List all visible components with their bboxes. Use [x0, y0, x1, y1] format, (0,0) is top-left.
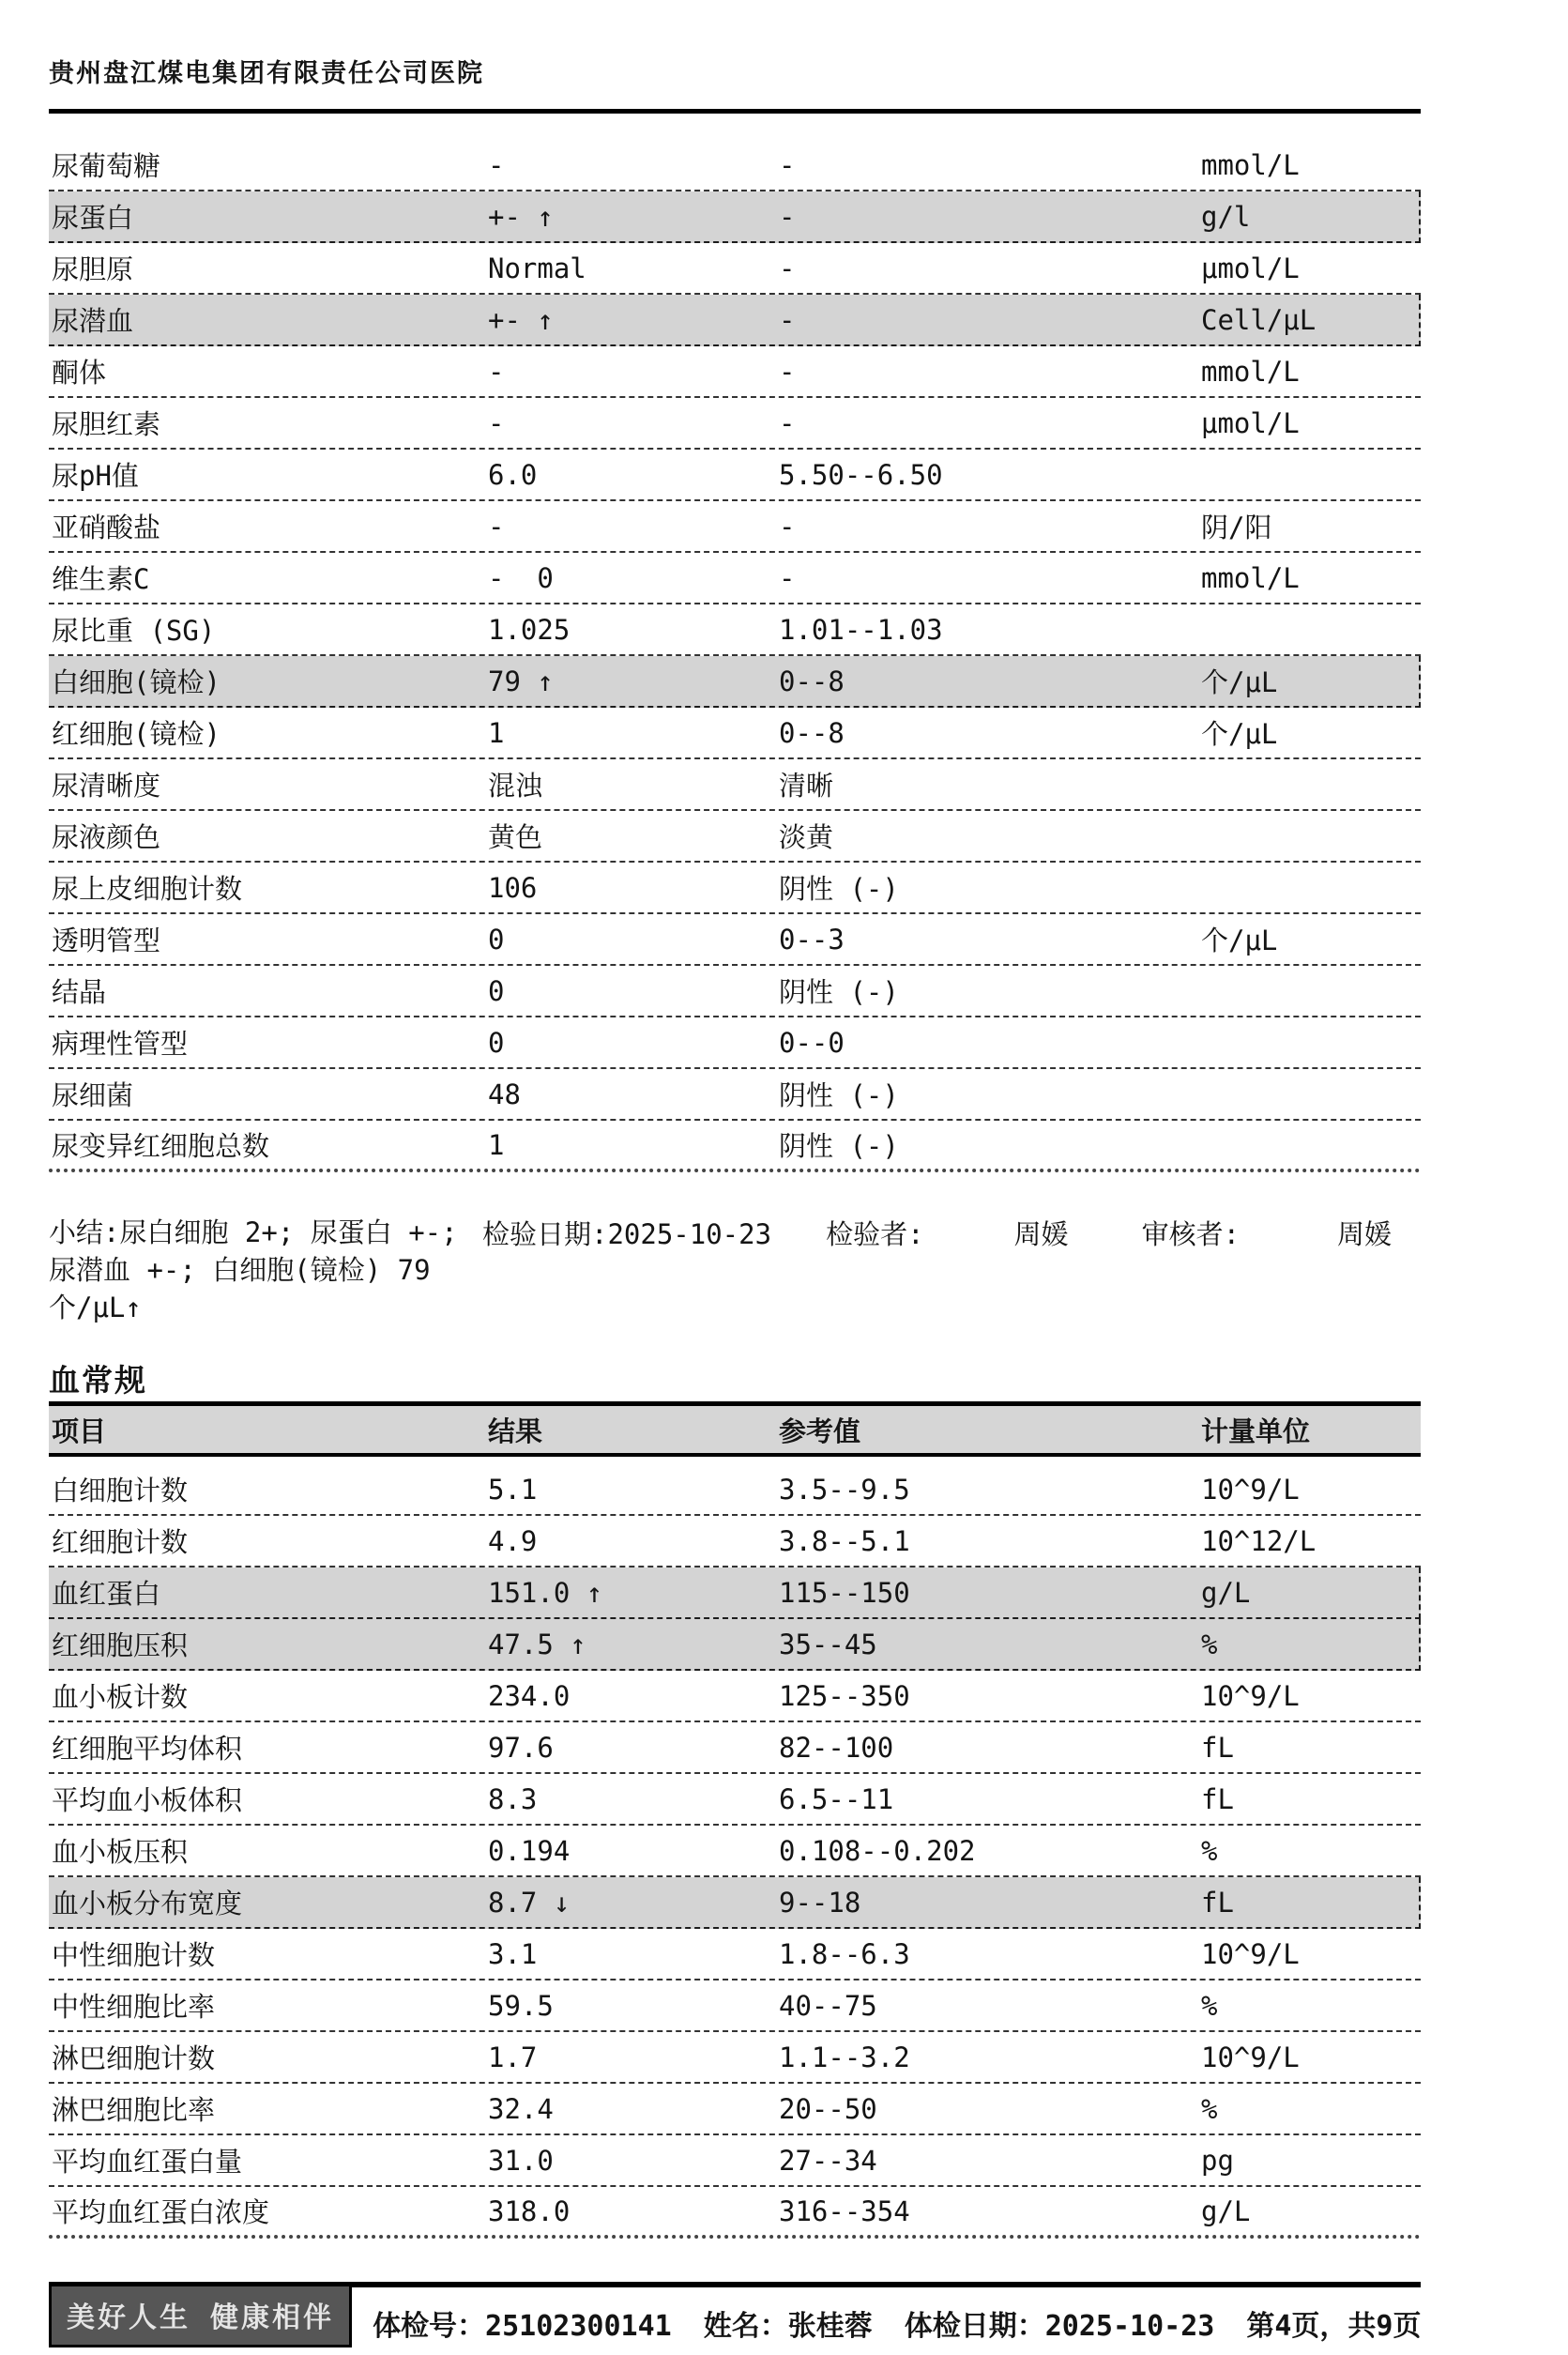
table-row: [49, 656, 1421, 708]
test-item-name: 中性细胞比率: [52, 1991, 216, 2023]
reference-range: 阴性 (-): [779, 1079, 899, 1111]
blood-table-header: [49, 1401, 1421, 1457]
test-item-name: 血红蛋白: [52, 1578, 161, 1610]
table-row: [49, 191, 1421, 243]
table-row: [49, 1516, 1421, 1567]
test-result-value: 8.7 ↓: [488, 1886, 571, 1919]
column-header-item: 项目: [52, 1415, 107, 1447]
table-row: [49, 1722, 1421, 1774]
measurement-unit: 个/μL: [1201, 718, 1278, 750]
reference-range: 115--150: [779, 1576, 910, 1609]
test-item-name: 尿潜血: [52, 305, 134, 337]
test-result-value: -: [488, 355, 505, 388]
blood-section-title: 血常规: [49, 1362, 147, 1399]
table-row: [49, 1929, 1421, 1980]
test-date-label: 检验日期:: [482, 1218, 608, 1250]
measurement-unit: μmol/L: [1201, 252, 1300, 284]
test-item-name: 白细胞(镜检): [52, 666, 221, 698]
page-number: 第4页，共9页: [1246, 2310, 1422, 2343]
table-row: [49, 1826, 1421, 1877]
measurement-unit: %: [1201, 1628, 1218, 1660]
table-row: [49, 450, 1421, 501]
test-result-value: 6.0: [488, 458, 538, 491]
patient-name: 姓名：张桂蓉: [703, 2310, 873, 2343]
table-row: [49, 759, 1421, 811]
reference-range: -: [779, 510, 796, 543]
test-item-name: 尿胆红素: [52, 408, 161, 440]
reference-range: -: [779, 355, 796, 388]
reference-range: 0--0: [779, 1026, 845, 1059]
test-item-name: 亚硝酸盐: [52, 512, 161, 543]
examiner-label: 检验者:: [826, 1218, 924, 1250]
test-item-name: 尿上皮细胞计数: [52, 873, 243, 905]
reference-range: -: [779, 303, 796, 336]
test-result-value: 59.5: [488, 1989, 554, 2022]
table-row: [49, 346, 1421, 398]
slogan-badge: 美好人生 健康相伴: [49, 2284, 352, 2347]
measurement-unit: 10^9/L: [1201, 1473, 1300, 1506]
reference-range: 1.1--3.2: [779, 2041, 910, 2073]
test-item-name: 尿变异红细胞总数: [52, 1130, 270, 1162]
reference-range: 阴性 (-): [779, 1130, 899, 1162]
measurement-unit: 10^9/L: [1201, 2041, 1300, 2073]
summary-meta: [482, 1214, 1421, 1253]
measurement-unit: %: [1201, 1989, 1218, 2022]
reference-range: 40--75: [779, 1989, 877, 2022]
test-item-name: 血小板压积: [52, 1836, 189, 1868]
test-item-name: 尿蛋白: [52, 202, 134, 234]
table-row: [49, 1980, 1421, 2032]
test-result-value: 0.194: [488, 1834, 571, 1867]
measurement-unit: μmol/L: [1201, 406, 1300, 439]
test-item-name: 淋巴细胞计数: [52, 2042, 216, 2074]
test-item-name: 尿液颜色: [52, 821, 161, 853]
test-result-value: -: [488, 148, 505, 181]
exam-number: 体检号：25102300141: [373, 2310, 672, 2343]
measurement-unit: mmol/L: [1201, 355, 1300, 388]
column-header-unit: 计量单位: [1201, 1415, 1311, 1447]
test-item-name: 尿pH值: [52, 460, 139, 492]
reference-range: -: [779, 200, 796, 233]
reference-range: 3.8--5.1: [779, 1524, 910, 1557]
measurement-unit: g/L: [1201, 1576, 1251, 1609]
table-row: [49, 811, 1421, 863]
test-item-name: 尿细菌: [52, 1079, 134, 1111]
test-item-name: 淋巴细胞比率: [52, 2094, 216, 2126]
test-item-name: 平均血红蛋白量: [52, 2146, 243, 2178]
reference-range: 0.108--0.202: [779, 1834, 976, 1867]
table-row: [49, 1567, 1421, 1619]
measurement-unit: %: [1201, 2092, 1218, 2125]
table-row: [49, 1877, 1421, 1929]
test-item-name: 平均血红蛋白浓度: [52, 2196, 270, 2228]
measurement-unit: fL: [1201, 1886, 1234, 1919]
test-result-value: 1.025: [488, 613, 571, 646]
measurement-unit: 阴/阳: [1201, 512, 1272, 543]
table-row: [49, 1774, 1421, 1826]
table-row: [49, 398, 1421, 450]
table-row: [49, 295, 1421, 346]
measurement-unit: mmol/L: [1201, 148, 1300, 181]
test-item-name: 红细胞平均体积: [52, 1733, 243, 1765]
test-result-value: 48: [488, 1078, 521, 1110]
test-result-value: 3.1: [488, 1937, 538, 1970]
blood-test-table: [49, 1464, 1421, 2239]
table-row: [49, 2135, 1421, 2187]
footer-info: [352, 2287, 1421, 2347]
table-row: [49, 1121, 1421, 1172]
reference-range: 0--8: [779, 665, 845, 697]
table-row: [49, 2032, 1421, 2084]
test-result-value: Normal: [488, 252, 586, 284]
test-date: 2025-10-23: [607, 1218, 772, 1250]
reference-range: -: [779, 561, 796, 594]
test-result-value: +- ↑: [488, 303, 554, 336]
table-row: [49, 604, 1421, 656]
reference-range: 清晰: [779, 770, 834, 802]
reference-range: -: [779, 148, 796, 181]
test-result-value: 106: [488, 871, 538, 904]
reference-range: 3.5--9.5: [779, 1473, 910, 1506]
table-row: [49, 708, 1421, 759]
table-row: [49, 553, 1421, 604]
table-row: [49, 914, 1421, 966]
test-result-value: 8.3: [488, 1782, 538, 1815]
column-header-result: 结果: [488, 1415, 543, 1447]
measurement-unit: g/L: [1201, 2194, 1251, 2227]
test-result-value: 0: [488, 1026, 505, 1059]
reference-range: 5.50--6.50: [779, 458, 943, 491]
test-item-name: 尿比重 (SG): [52, 615, 216, 647]
test-result-value: 47.5 ↑: [488, 1628, 586, 1660]
test-result-value: 黄色: [488, 821, 543, 853]
test-item-name: 酮体: [52, 357, 107, 389]
measurement-unit: fL: [1201, 1782, 1234, 1815]
test-result-value: - 0: [488, 561, 554, 594]
table-row: [49, 501, 1421, 553]
reference-range: 20--50: [779, 2092, 877, 2125]
reference-range: 淡黄: [779, 821, 834, 853]
reference-range: 316--354: [779, 2194, 910, 2227]
test-result-value: 0: [488, 923, 505, 956]
table-row: [49, 1017, 1421, 1069]
test-item-name: 结晶: [52, 976, 107, 1008]
hospital-name: 贵州盘江煤电集团有限责任公司医院: [49, 59, 484, 88]
examiner-name: 周媛: [1013, 1218, 1069, 1250]
test-result-value: 1: [488, 716, 505, 749]
measurement-unit: %: [1201, 1834, 1218, 1867]
reference-range: 0--3: [779, 923, 845, 956]
test-result-value: +- ↑: [488, 200, 554, 233]
test-result-value: 混浊: [488, 770, 543, 802]
column-header-reference: 参考值: [779, 1415, 861, 1447]
test-result-value: 1: [488, 1128, 505, 1161]
reference-range: 82--100: [779, 1731, 894, 1764]
summary-text: 小结:尿白细胞 2+; 尿蛋白 +-; 尿潜血 +-; 白细胞(镜检) 79 个/μL↑: [49, 1216, 458, 1323]
test-result-value: 1.7: [488, 2041, 538, 2073]
reference-range: -: [779, 406, 796, 439]
test-result-value: -: [488, 510, 505, 543]
table-row: [49, 2187, 1421, 2239]
table-row: [49, 1619, 1421, 1671]
test-item-name: 红细胞压积: [52, 1629, 189, 1661]
table-row: [49, 1671, 1421, 1722]
test-result-value: 318.0: [488, 2194, 571, 2227]
measurement-unit: 10^9/L: [1201, 1937, 1300, 1970]
test-result-value: 97.6: [488, 1731, 554, 1764]
test-item-name: 红细胞(镜检): [52, 718, 221, 750]
test-item-name: 尿胆原: [52, 253, 134, 285]
reference-range: 0--8: [779, 716, 845, 749]
measurement-unit: mmol/L: [1201, 561, 1300, 594]
test-item-name: 尿清晰度: [52, 770, 161, 802]
table-row: [49, 140, 1421, 191]
reference-range: 27--34: [779, 2144, 877, 2177]
measurement-unit: g/l: [1201, 200, 1251, 233]
table-row: [49, 243, 1421, 295]
header-divider: [49, 109, 1421, 114]
table-row: [49, 966, 1421, 1017]
reference-range: 阴性 (-): [779, 873, 899, 905]
reference-range: 1.01--1.03: [779, 613, 943, 646]
test-result-value: 0: [488, 974, 505, 1007]
test-item-name: 血小板计数: [52, 1681, 189, 1713]
page-footer: [49, 2282, 1421, 2347]
test-item-name: 平均血小板体积: [52, 1784, 243, 1816]
test-item-name: 尿葡萄糖: [52, 150, 161, 182]
measurement-unit: 10^12/L: [1201, 1524, 1317, 1557]
test-result-value: 5.1: [488, 1473, 538, 1506]
reference-range: 125--350: [779, 1679, 910, 1712]
reference-range: 1.8--6.3: [779, 1937, 910, 1970]
test-result-value: -: [488, 406, 505, 439]
test-item-name: 血小板分布宽度: [52, 1888, 243, 1919]
urine-summary-block: [49, 1214, 1421, 1326]
test-item-name: 中性细胞计数: [52, 1939, 216, 1971]
measurement-unit: 10^9/L: [1201, 1679, 1300, 1712]
table-row: [49, 1069, 1421, 1121]
test-item-name: 病理性管型: [52, 1028, 189, 1060]
test-item-name: 红细胞计数: [52, 1526, 189, 1558]
exam-date: 体检日期：2025-10-23: [904, 2310, 1215, 2343]
test-result-value: 32.4: [488, 2092, 554, 2125]
test-item-name: 白细胞计数: [52, 1475, 189, 1506]
test-result-value: 234.0: [488, 1679, 571, 1712]
table-row: [49, 2084, 1421, 2135]
reviewer-name: 周媛: [1337, 1218, 1393, 1250]
table-row: [49, 863, 1421, 914]
reference-range: -: [779, 252, 796, 284]
reviewer-label: 审核者:: [1141, 1218, 1241, 1250]
table-row: [49, 1464, 1421, 1516]
test-item-name: 透明管型: [52, 925, 161, 956]
test-result-value: 4.9: [488, 1524, 538, 1557]
test-result-value: 151.0 ↑: [488, 1576, 603, 1609]
measurement-unit: Cell/μL: [1201, 303, 1317, 336]
urine-test-table: [49, 140, 1421, 1172]
reference-range: 6.5--11: [779, 1782, 894, 1815]
measurement-unit: 个/μL: [1201, 925, 1278, 956]
reference-range: 阴性 (-): [779, 976, 899, 1008]
reference-range: 9--18: [779, 1886, 861, 1919]
measurement-unit: 个/μL: [1201, 666, 1278, 698]
test-item-name: 维生素C: [52, 563, 150, 595]
reference-range: 35--45: [779, 1628, 877, 1660]
test-result-value: 79 ↑: [488, 665, 554, 697]
test-result-value: 31.0: [488, 2144, 554, 2177]
measurement-unit: pg: [1201, 2144, 1234, 2177]
measurement-unit: fL: [1201, 1731, 1234, 1764]
